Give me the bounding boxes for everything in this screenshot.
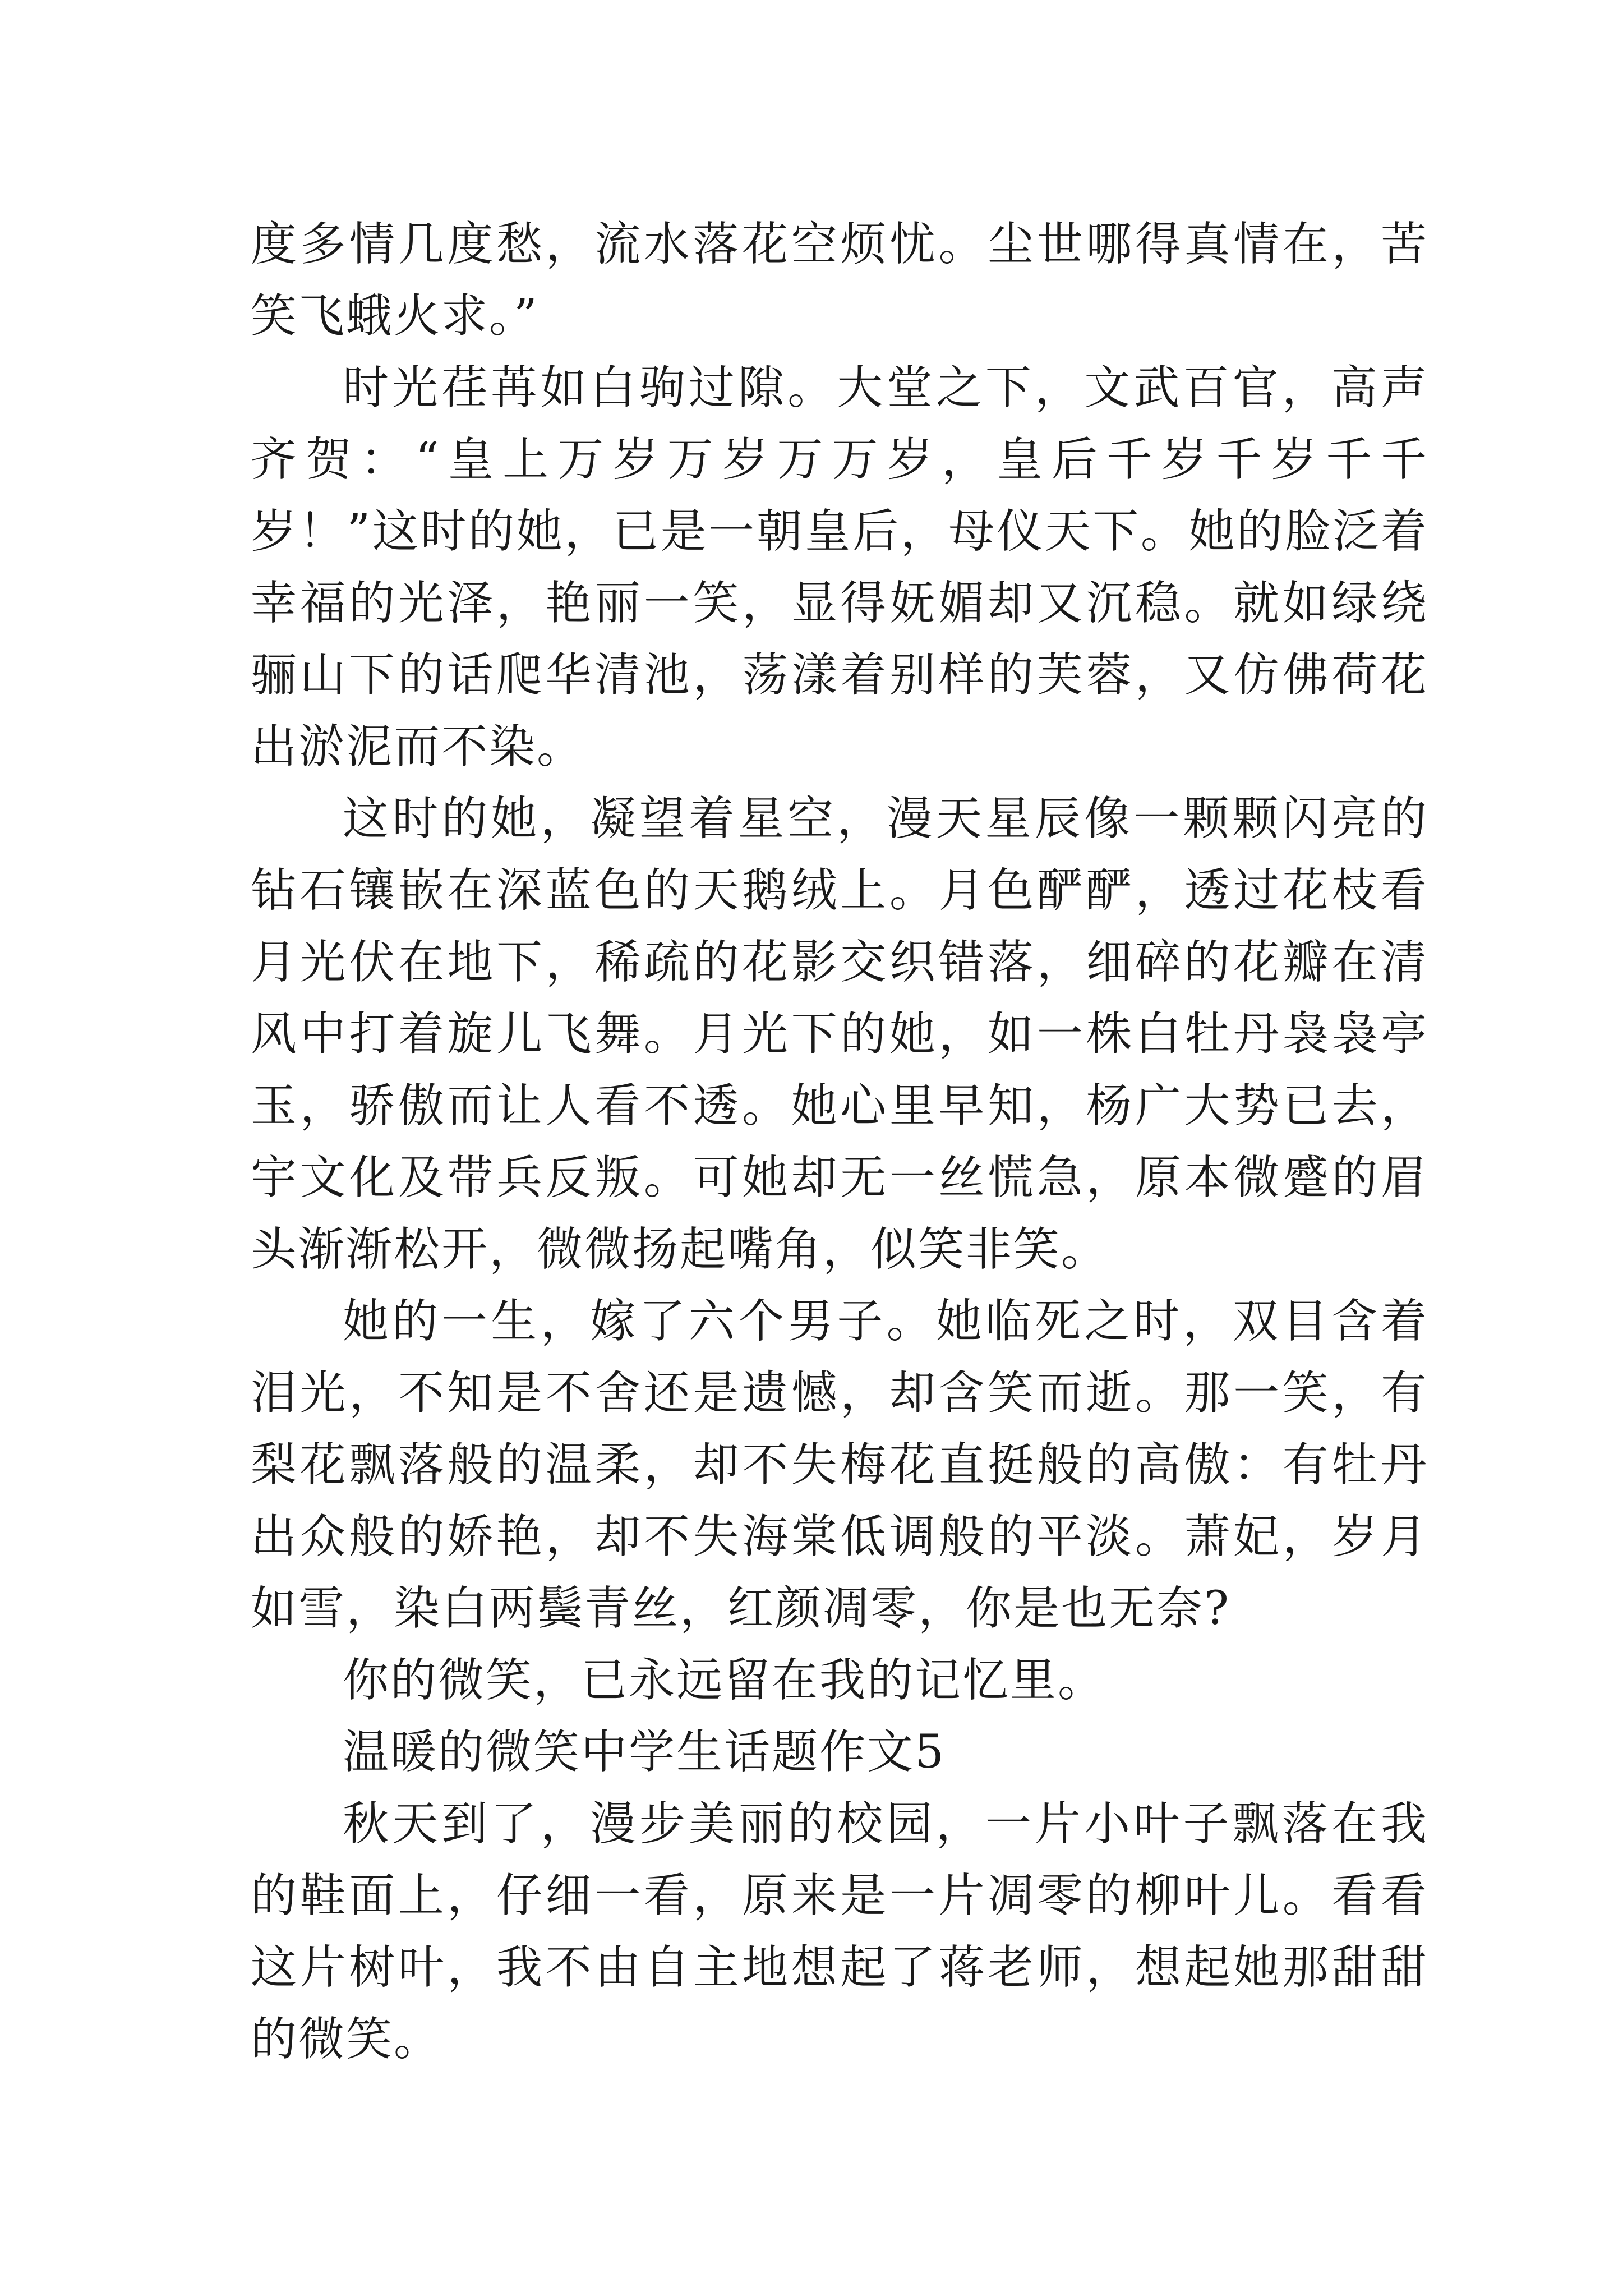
paragraph-starry-night: 这时的她，凝望着星空，漫天星辰像一颗颗闪亮的钻石镶嵌在深蓝色的天鹅绒上。月色酽酽，透过花枝看月光伏在地下，稀疏的花影交织错落，细碎的花瓣在清风中打着旋儿飞舞。月光下的她，如一株白牡丹袅袅亭玉，骄傲而让人看不透。她心里早知，杨广大势已去，宇文化及带兵反叛。可她却无一丝慌急，原本微蹙的眉头渐渐松开，微微扬起嘴角，似笑非笑。 bbox=[251, 792, 1428, 1276]
paragraph-your-smile: 你的微笑，已永远留在我的记忆里。 bbox=[343, 1654, 1106, 1707]
paragraph-autumn: 秋天到了，漫步美丽的校园，一片小叶子飘落在我的鞋面上，仔细一看，原来是一片凋零的柳叶儿。看看这片树叶，我不由自主地想起了蒋老师，想起她那甜甜的微笑。 bbox=[251, 1797, 1428, 2066]
paragraph-continued-poem: 度多情几度愁，流水落花空烦忧。尘世哪得真情在，苦笑飞蛾火求。” bbox=[251, 218, 1428, 343]
article-body bbox=[251, 209, 1428, 2076]
paragraph-her-life: 她的一生，嫁了六个男子。她临死之时，双目含着泪光，不知是不舍还是遗憾，却含笑而逝。那一笑，有梨花飘落般的温柔，却不失梅花直挺般的高傲：有牡丹出众般的娇艳，却不失海棠低调般的平淡。萧妃，岁月如雪，染白两鬓青丝，红颜凋零，你是也无奈? bbox=[251, 1295, 1428, 1635]
paragraph-empress: 时光荏苒如白驹过隙。大堂之下，文武百官，高声齐贺：“皇上万岁万岁万万岁，皇后千岁千岁千千岁！”这时的她，已是一朝皇后，母仪天下。她的脸泛着幸福的光泽，艳丽一笑，显得妩媚却又沉稳。就如绿绕骊山下的话爬华清池，荡漾着别样的芙蓉，又仿佛荷花出淤泥而不染。 bbox=[251, 361, 1428, 774]
essay-title: 温暖的微笑中学生话题作文5 bbox=[343, 1726, 946, 1779]
